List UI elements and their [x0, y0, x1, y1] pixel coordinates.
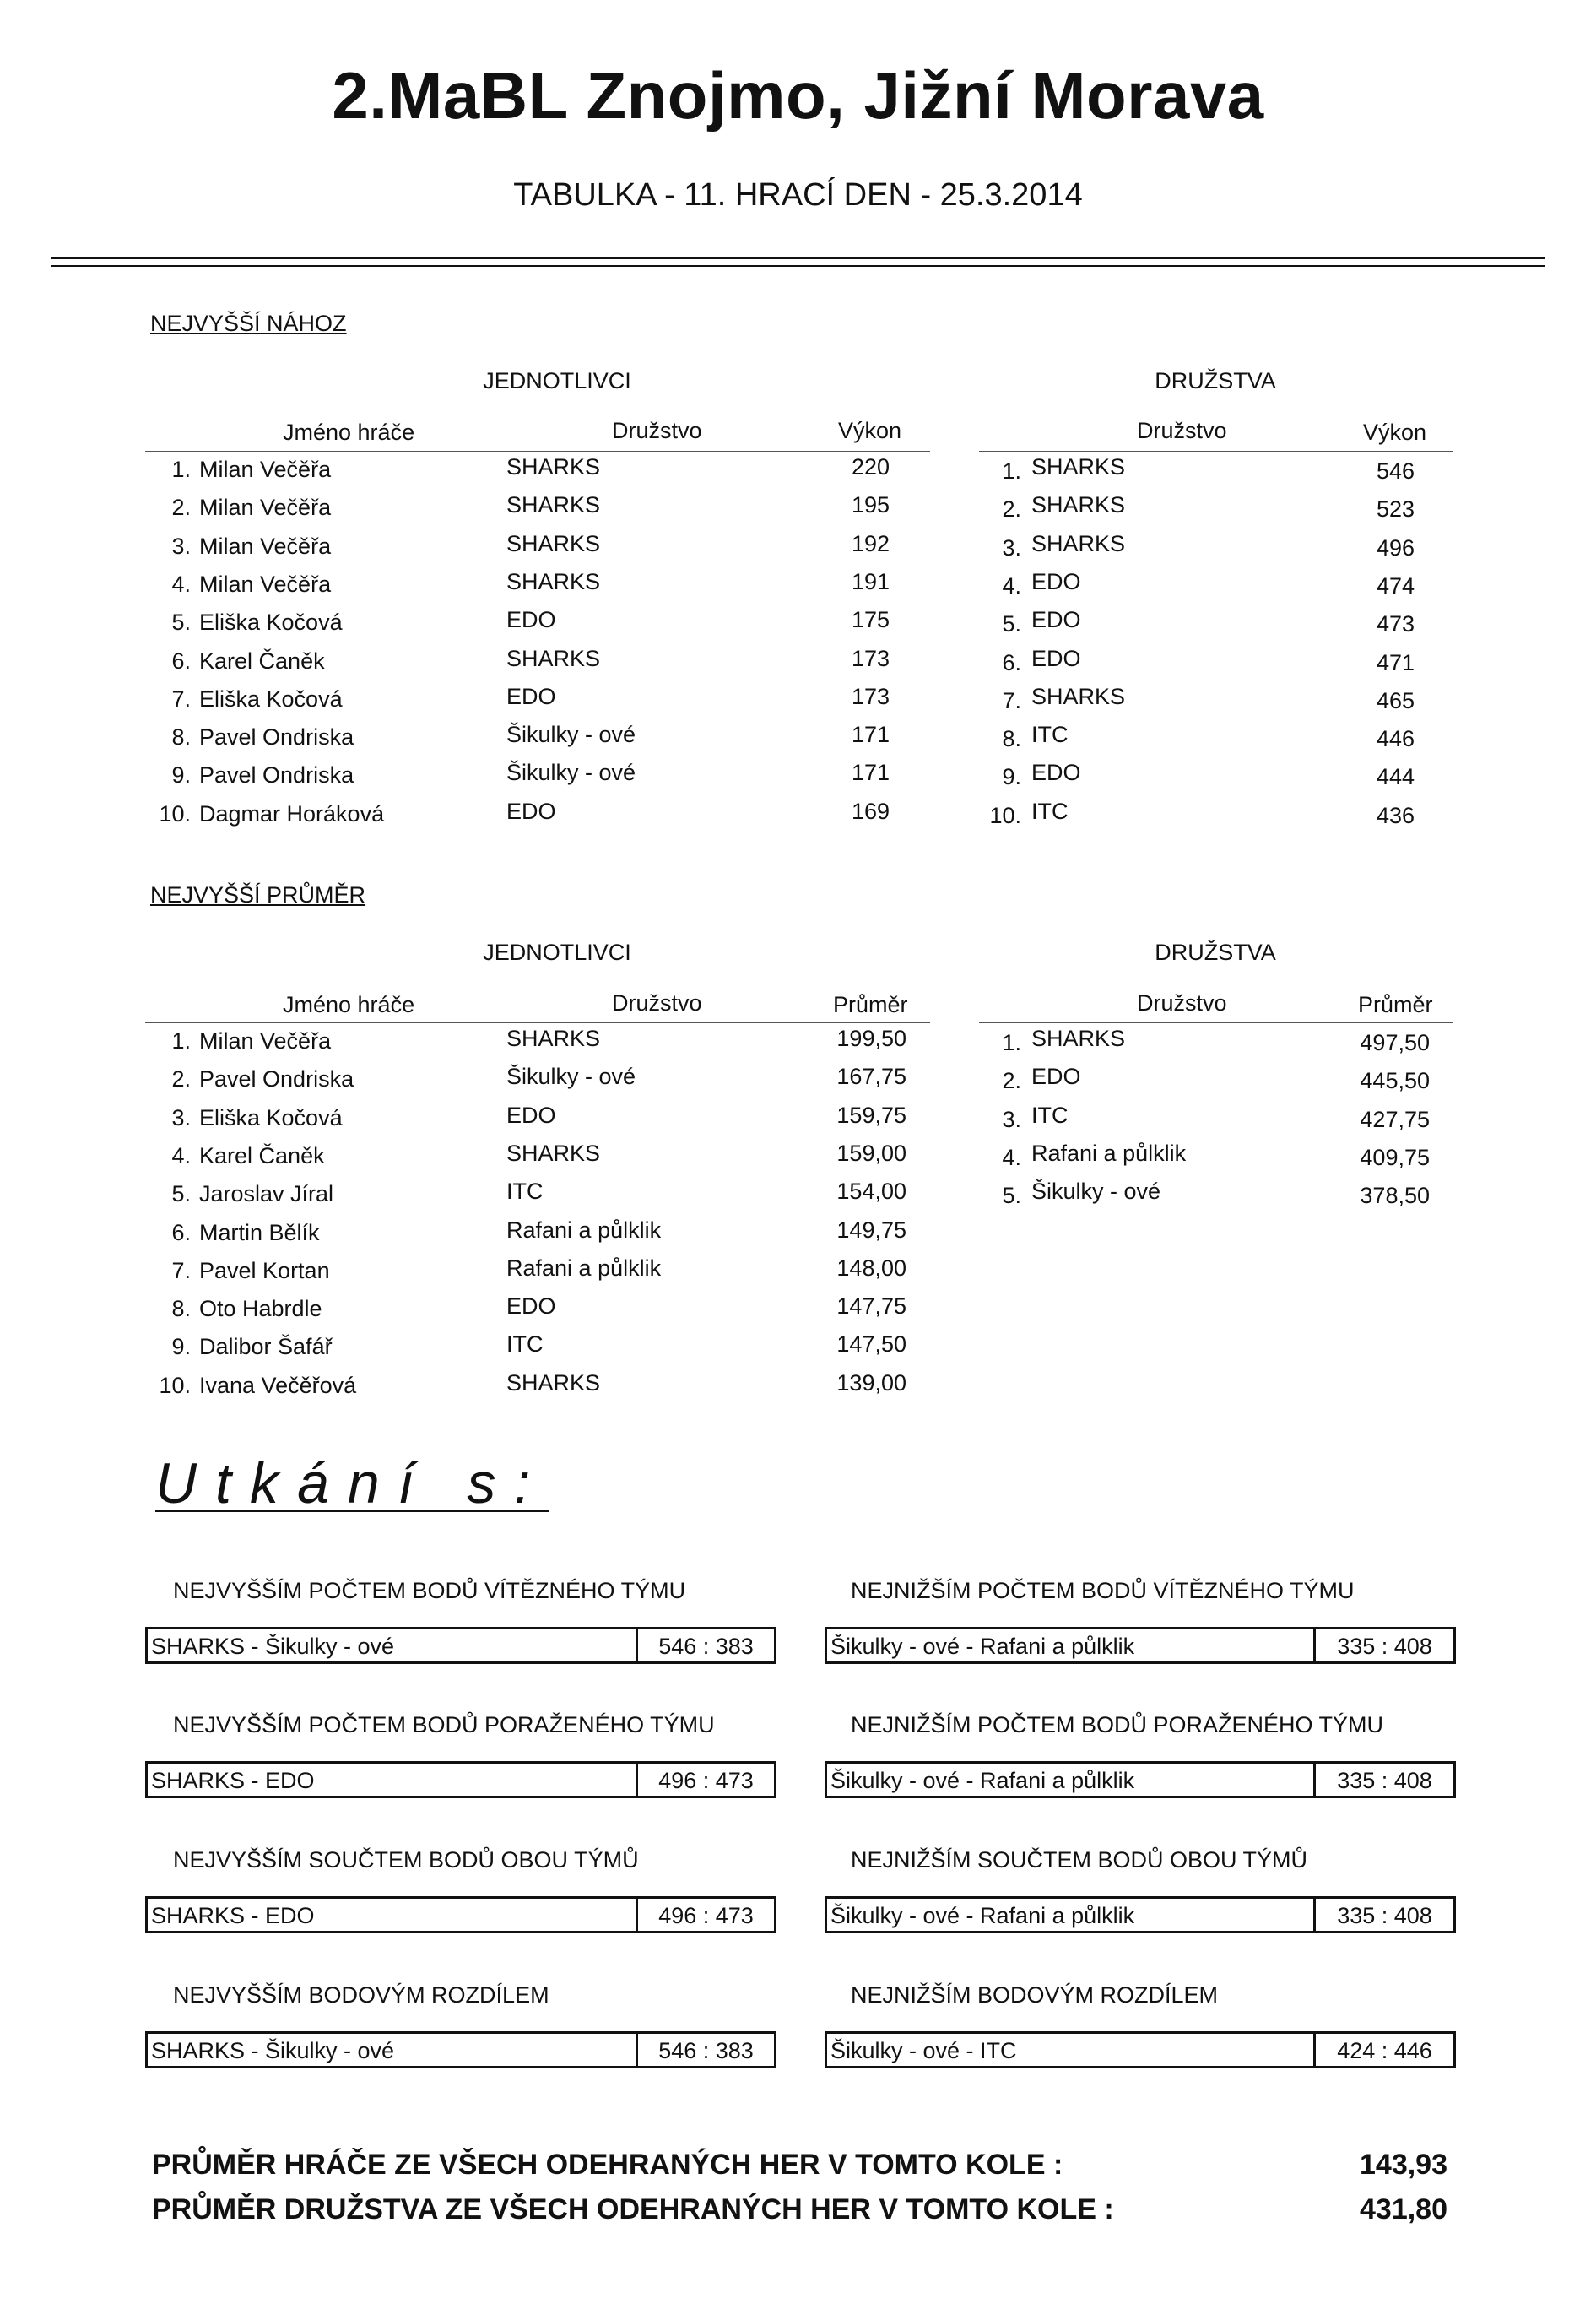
rank: 8.	[171, 1296, 191, 1322]
match-score: 496 : 473	[636, 1899, 774, 1931]
team-name: SHARKS	[1031, 454, 1126, 480]
score-value: 195	[851, 492, 890, 518]
prumer-teams-header-line	[979, 1022, 1453, 1023]
nahoz-teams-heading: DRUŽSTVA	[1155, 368, 1276, 393]
match-result-box	[825, 1761, 1456, 1798]
prumer-individuals-header-line	[145, 1022, 930, 1023]
score-value: 192	[851, 530, 890, 556]
prumer-individual-row	[145, 1066, 930, 1104]
rank: 4.	[171, 571, 191, 597]
nahoz-individual-row	[145, 454, 930, 495]
score-value: 175	[851, 607, 890, 633]
team-name: SHARKS	[506, 1140, 601, 1166]
nahoz-team-row	[979, 530, 1453, 572]
rank: 7.	[171, 686, 191, 712]
prumer-team-row	[979, 1028, 1453, 1066]
player-name: Jaroslav Jíral	[199, 1181, 334, 1207]
team-name: SHARKS	[506, 492, 601, 518]
team-name: EDO	[1031, 1064, 1081, 1090]
nahoz-individual-row	[145, 568, 930, 610]
team-name: SHARKS	[1031, 1026, 1126, 1051]
team-name: SHARKS	[506, 454, 601, 480]
nahoz-col-team: Družstvo	[612, 418, 702, 443]
player-name: Eliška Kočová	[199, 1104, 343, 1130]
rank: 8.	[1002, 726, 1021, 752]
score-value: 427,75	[1360, 1106, 1430, 1132]
player-name: Ivana Večěřová	[199, 1372, 357, 1398]
rank: 10.	[989, 802, 1021, 828]
player-name: Oto Habrdle	[199, 1296, 322, 1322]
player-name: Eliška Kočová	[199, 686, 343, 712]
score-value: 474	[1376, 572, 1415, 599]
score-value: 436	[1376, 802, 1415, 828]
nahoz-teams-col-value: Výkon	[1363, 420, 1427, 445]
nahoz-individual-row	[145, 798, 930, 839]
rank: 1.	[1002, 458, 1021, 484]
rank: 3.	[171, 533, 191, 559]
nahoz-heading: NEJVYŠŠÍ NÁHOZ	[150, 311, 347, 336]
summary-team-value: 431,80	[1360, 2193, 1447, 2225]
player-name: Pavel Ondriska	[199, 1066, 354, 1092]
nahoz-individual-row	[145, 492, 930, 533]
team-name: EDO	[1031, 568, 1081, 594]
nahoz-individual-row	[145, 607, 930, 648]
player-name: Milan Večěřa	[199, 495, 332, 521]
prumer-individual-row	[145, 1369, 930, 1411]
match-category-label: NEJNIŽŠÍM POČTEM BODŮ PORAŽENÉHO TÝMU	[851, 1712, 1384, 1737]
nahoz-team-row	[979, 568, 1453, 610]
nahoz-teams-col-team: Družstvo	[1137, 418, 1227, 443]
nahoz-individual-row	[145, 724, 930, 762]
player-name: Pavel Ondriska	[199, 762, 354, 789]
match-category-label: NEJNIŽŠÍM SOUČTEM BODŮ OBOU TÝMŮ	[851, 1847, 1308, 1873]
team-name: EDO	[1031, 645, 1081, 671]
team-name: SHARKS	[506, 1369, 601, 1396]
team-name: Šikulky - ové	[506, 1064, 636, 1090]
score-value: 154,00	[836, 1179, 906, 1205]
rank: 2.	[1002, 496, 1021, 523]
rank: 5.	[171, 1181, 191, 1207]
score-value: 473	[1376, 611, 1415, 637]
summary-player-label: PRŮMĚR HRÁČE ZE VŠECH ODEHRANÝCH HER V TOMTO KOLE :	[152, 2149, 1063, 2181]
team-name: ITC	[1031, 798, 1069, 824]
player-name: Milan Večěřa	[199, 533, 332, 559]
team-name: ITC	[1031, 722, 1069, 748]
rank: 5.	[1002, 611, 1021, 637]
team-name: EDO	[506, 1293, 556, 1320]
player-name: Milan Večěřa	[199, 1028, 332, 1054]
match-teams: SHARKS - Šikulky - ové	[151, 2038, 395, 2063]
rank: 10.	[159, 800, 191, 827]
player-name: Milan Večěřa	[199, 457, 332, 482]
nahoz-col-name: Jméno hráče	[283, 420, 415, 445]
prumer-heading: NEJVYŠŠÍ PRŮMĚR	[150, 882, 366, 908]
rank: 7.	[171, 1257, 191, 1283]
team-name: SHARKS	[1031, 492, 1126, 518]
rank: 3.	[171, 1104, 191, 1130]
score-value: 173	[851, 645, 890, 671]
prumer-individual-row	[145, 1028, 930, 1066]
summary-team-label: PRŮMĚR DRUŽSTVA ZE VŠECH ODEHRANÝCH HER V TOMTO KOLE :	[152, 2193, 1114, 2225]
nahoz-individual-row	[145, 762, 930, 800]
nahoz-team-row	[979, 454, 1453, 495]
team-name: EDO	[506, 607, 556, 633]
match-result-box	[145, 1761, 776, 1798]
match-teams: SHARKS - EDO	[151, 1768, 315, 1793]
match-result-box	[145, 2031, 776, 2068]
score-value: 173	[851, 683, 890, 709]
score-value: 496	[1376, 534, 1415, 561]
team-name: SHARKS	[1031, 683, 1126, 709]
nahoz-individual-row	[145, 683, 930, 724]
prumer-individual-row	[145, 1331, 930, 1372]
prumer-teams-col-team: Družstvo	[1137, 990, 1227, 1016]
match-category-label: NEJVYŠŠÍM SOUČTEM BODŮ OBOU TÝMŮ	[173, 1847, 639, 1873]
prumer-teams-heading: DRUŽSTVA	[1155, 940, 1276, 965]
nahoz-individual-row	[145, 645, 930, 686]
rank: 6.	[171, 1219, 191, 1245]
match-result-box	[145, 1627, 776, 1664]
player-name: Dagmar Horáková	[199, 800, 385, 827]
player-name: Karel Čaněk	[199, 1142, 325, 1168]
match-score: 546 : 383	[636, 2034, 774, 2066]
prumer-col-name: Jméno hráče	[283, 992, 415, 1017]
team-name: EDO	[1031, 760, 1081, 786]
score-value: 444	[1376, 764, 1415, 790]
player-name: Pavel Kortan	[199, 1257, 330, 1283]
match-teams: Šikulky - ové - Rafani a půlklik	[830, 1634, 1135, 1659]
header-divider-top	[51, 257, 1545, 259]
score-value: 191	[851, 568, 890, 594]
team-name: SHARKS	[506, 645, 601, 671]
score-value: 147,75	[836, 1293, 906, 1320]
rank: 10.	[159, 1372, 191, 1398]
team-name: EDO	[1031, 607, 1081, 633]
rank: 4.	[171, 1142, 191, 1168]
rank: 6.	[1002, 649, 1021, 675]
prumer-teams-col-value: Průměr	[1358, 992, 1433, 1017]
player-name: Dalibor Šafář	[199, 1334, 333, 1360]
player-name: Pavel Ondriska	[199, 724, 354, 751]
nahoz-team-row	[979, 645, 1453, 686]
match-category-label: NEJVYŠŠÍM BODOVÝM ROZDÍLEM	[173, 1982, 549, 2008]
rank: 6.	[171, 648, 191, 674]
rank: 1.	[171, 457, 191, 482]
rank: 2.	[171, 1066, 191, 1092]
score-value: 147,50	[836, 1331, 906, 1358]
match-score: 335 : 408	[1313, 1899, 1453, 1931]
prumer-individual-row	[145, 1140, 930, 1181]
score-value: 445,50	[1360, 1068, 1430, 1094]
prumer-individual-row	[145, 1102, 930, 1143]
rank: 2.	[171, 495, 191, 521]
team-name: SHARKS	[1031, 530, 1126, 556]
score-value: 149,75	[836, 1217, 906, 1243]
prumer-individual-row	[145, 1255, 930, 1296]
match-category-label: NEJNIŽŠÍM BODOVÝM ROZDÍLEM	[851, 1982, 1219, 2008]
prumer-col-team: Družstvo	[612, 990, 702, 1016]
nahoz-teams-header-line	[979, 451, 1453, 452]
match-category-label: NEJNIŽŠÍM POČTEM BODŮ VÍTĚZNÉHO TÝMU	[851, 1578, 1355, 1603]
team-name: Šikulky - ové	[506, 722, 636, 748]
rank: 7.	[1002, 687, 1021, 713]
match-category-label: NEJVYŠŠÍM POČTEM BODŮ PORAŽENÉHO TÝMU	[173, 1712, 715, 1737]
score-value: 171	[851, 722, 890, 748]
player-name: Martin Bělík	[199, 1219, 320, 1245]
score-value: 471	[1376, 649, 1415, 675]
summary-player-value: 143,93	[1360, 2149, 1447, 2181]
rank: 3.	[1002, 534, 1021, 561]
team-name: SHARKS	[506, 568, 601, 594]
rank: 9.	[1002, 764, 1021, 790]
match-result-box	[825, 1627, 1456, 1664]
match-score: 335 : 408	[1313, 1764, 1453, 1796]
score-value: 220	[851, 454, 890, 480]
match-teams: SHARKS - EDO	[151, 1903, 315, 1928]
nahoz-individuals-heading: JEDNOTLIVCI	[483, 368, 631, 393]
rank: 5.	[1002, 1183, 1021, 1209]
score-value: 378,50	[1360, 1183, 1430, 1209]
prumer-team-row	[979, 1066, 1453, 1104]
team-name: ITC	[506, 1331, 544, 1358]
page-subtitle: TABULKA - 11. HRACÍ DEN - 25.3.2014	[513, 177, 1083, 213]
prumer-individual-row	[145, 1293, 930, 1334]
nahoz-team-row	[979, 762, 1453, 800]
rank: 1.	[171, 1028, 191, 1054]
match-result-box	[825, 1896, 1456, 1933]
score-value: 139,00	[836, 1369, 906, 1396]
rank: 5.	[171, 610, 191, 636]
matches-heading: Utkání s:	[155, 1451, 549, 1515]
page-title: 2.MaBL Znojmo, Jižní Morava	[332, 58, 1264, 133]
team-name: SHARKS	[506, 1026, 601, 1051]
score-value: 167,75	[836, 1064, 906, 1090]
match-score: 424 : 446	[1313, 2034, 1453, 2066]
score-value: 148,00	[836, 1255, 906, 1281]
score-value: 465	[1376, 687, 1415, 713]
nahoz-team-row	[979, 798, 1453, 839]
nahoz-team-row	[979, 724, 1453, 762]
player-name: Karel Čaněk	[199, 648, 325, 674]
rank: 4.	[1002, 572, 1021, 599]
rank: 9.	[171, 762, 191, 789]
team-name: EDO	[506, 798, 556, 824]
score-value: 171	[851, 760, 890, 786]
team-name: Šikulky - ové	[1031, 1179, 1161, 1205]
team-name: ITC	[1031, 1102, 1069, 1128]
match-teams: SHARKS - Šikulky - ové	[151, 1634, 395, 1659]
match-result-box	[145, 1896, 776, 1933]
prumer-team-row	[979, 1140, 1453, 1181]
prumer-team-row	[979, 1102, 1453, 1143]
match-teams: Šikulky - ové - ITC	[830, 2038, 1017, 2063]
team-name: Rafani a půlklik	[1031, 1140, 1187, 1166]
team-name: Rafani a půlklik	[506, 1217, 662, 1243]
score-value: 497,50	[1360, 1030, 1430, 1055]
prumer-individual-row	[145, 1217, 930, 1258]
rank: 4.	[1002, 1144, 1021, 1170]
score-value: 199,50	[836, 1026, 906, 1051]
score-value: 159,00	[836, 1140, 906, 1166]
score-value: 546	[1376, 458, 1415, 484]
match-score: 546 : 383	[636, 1629, 774, 1661]
nahoz-team-row	[979, 492, 1453, 533]
match-score: 496 : 473	[636, 1764, 774, 1796]
player-name: Milan Večěřa	[199, 571, 332, 597]
nahoz-individuals-header-line	[145, 451, 930, 452]
match-teams: Šikulky - ové - Rafani a půlklik	[830, 1768, 1135, 1793]
rank: 2.	[1002, 1068, 1021, 1094]
team-name: EDO	[506, 683, 556, 709]
match-score: 335 : 408	[1313, 1629, 1453, 1661]
rank: 1.	[1002, 1030, 1021, 1055]
team-name: Šikulky - ové	[506, 760, 636, 786]
nahoz-team-row	[979, 683, 1453, 724]
rank: 9.	[171, 1334, 191, 1360]
prumer-col-value: Průměr	[833, 992, 908, 1017]
match-teams: Šikulky - ové - Rafani a půlklik	[830, 1903, 1135, 1928]
rank: 3.	[1002, 1106, 1021, 1132]
player-name: Eliška Kočová	[199, 610, 343, 636]
team-name: EDO	[506, 1102, 556, 1128]
nahoz-team-row	[979, 607, 1453, 648]
score-value: 446	[1376, 726, 1415, 752]
header-divider-bottom	[51, 265, 1545, 267]
team-name: Rafani a půlklik	[506, 1255, 662, 1281]
score-value: 169	[851, 798, 890, 824]
match-result-box	[825, 2031, 1456, 2068]
team-name: ITC	[506, 1179, 544, 1205]
match-category-label: NEJVYŠŠÍM POČTEM BODŮ VÍTĚZNÉHO TÝMU	[173, 1578, 686, 1603]
team-name: SHARKS	[506, 530, 601, 556]
score-value: 523	[1376, 496, 1415, 523]
prumer-team-row	[979, 1181, 1453, 1219]
score-value: 409,75	[1360, 1144, 1430, 1170]
prumer-individual-row	[145, 1181, 930, 1219]
nahoz-col-value: Výkon	[838, 418, 902, 443]
prumer-individuals-heading: JEDNOTLIVCI	[483, 940, 631, 965]
score-value: 159,75	[836, 1102, 906, 1128]
rank: 8.	[171, 724, 191, 751]
nahoz-individual-row	[145, 530, 930, 572]
